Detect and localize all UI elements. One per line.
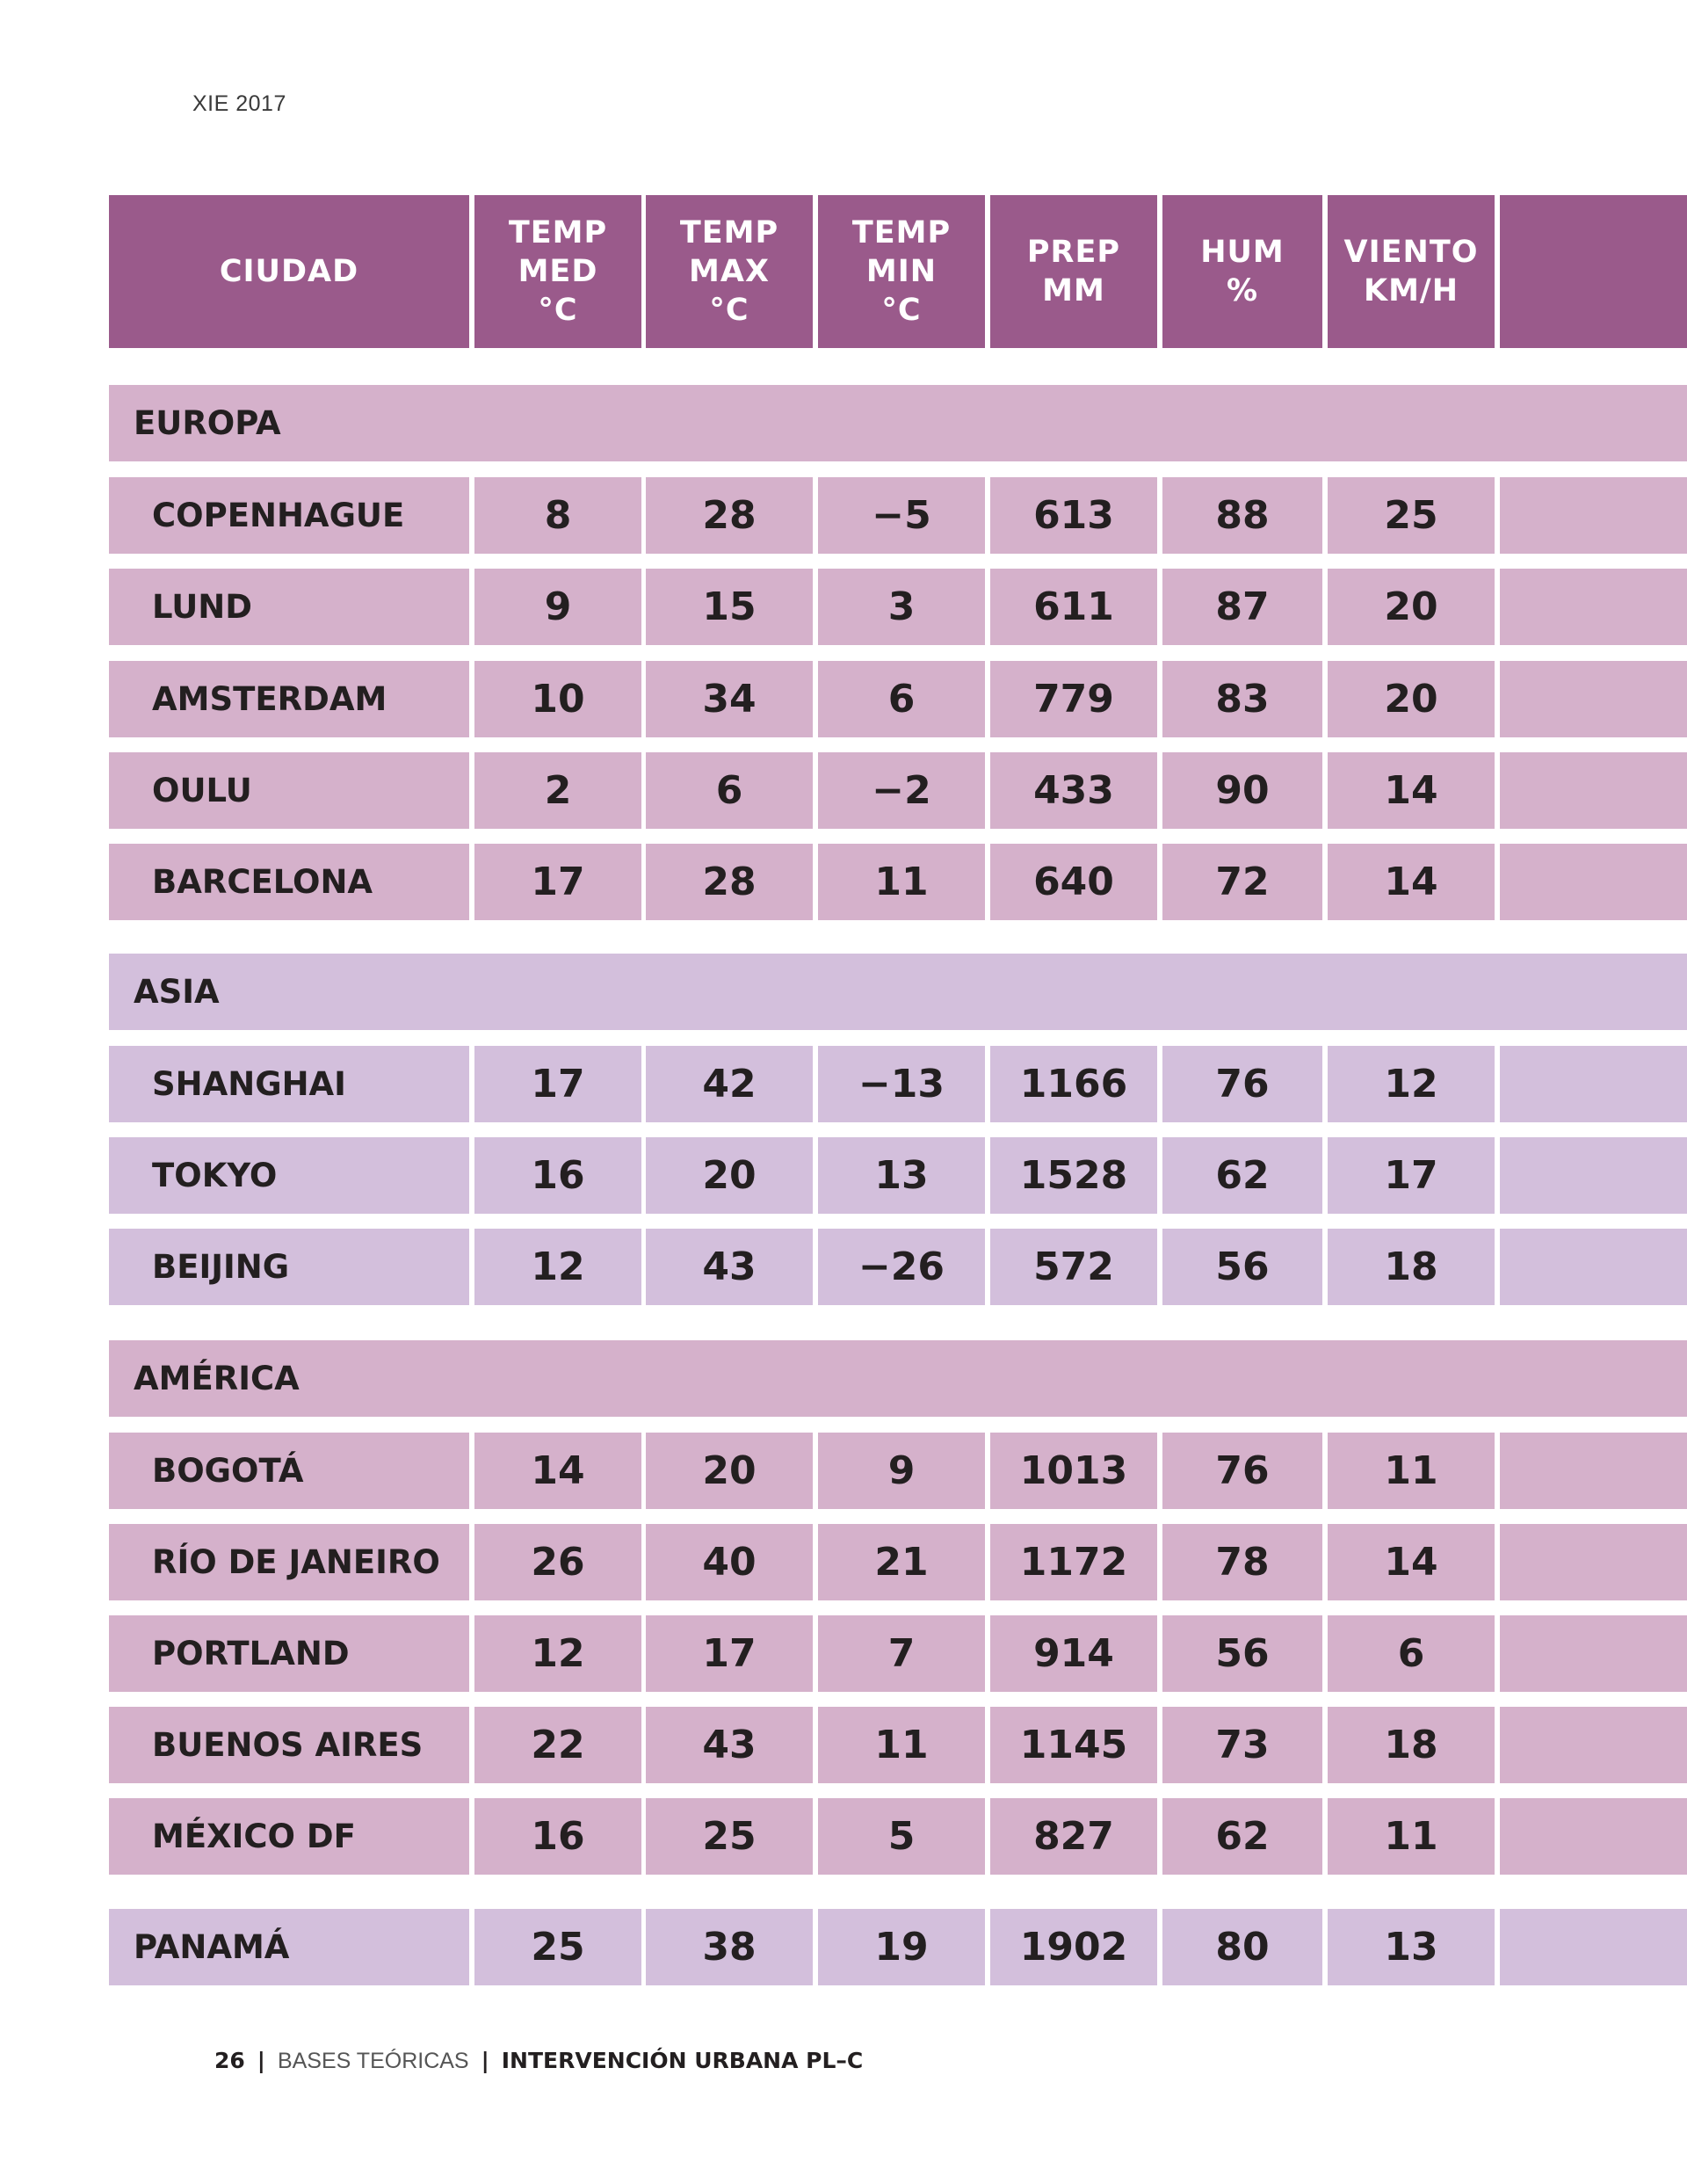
extra-cell (1500, 1909, 1687, 1985)
table-row (0, 477, 1687, 554)
prep-cell: 640 (990, 844, 1157, 920)
extra-cell (1500, 1615, 1687, 1692)
document-label: XIE 2017 (192, 91, 286, 116)
city-name: BUENOS AIRES (109, 1707, 469, 1783)
temp-min-cell: −2 (818, 752, 985, 829)
page-footer (214, 2048, 863, 2074)
temp-med-cell: 17 (474, 1046, 641, 1122)
extra-cell (1500, 1137, 1687, 1214)
prep-cell: 433 (990, 752, 1157, 829)
col-hum: HUM % (1162, 195, 1322, 348)
temp-med-cell: 2 (474, 752, 641, 829)
hum-cell: 87 (1162, 569, 1322, 645)
table-row (0, 1524, 1687, 1600)
temp-min-cell: 11 (818, 844, 985, 920)
extra-cell (1500, 1046, 1687, 1122)
temp-max-cell: 42 (646, 1046, 813, 1122)
table-row (0, 661, 1687, 737)
temp-max-cell: 15 (646, 569, 813, 645)
hum-cell: 72 (1162, 844, 1322, 920)
table-row (0, 752, 1687, 829)
temp-max-cell: 43 (646, 1707, 813, 1783)
prep-cell: 1902 (990, 1909, 1157, 1985)
hum-cell: 73 (1162, 1707, 1322, 1783)
col-extra (1500, 195, 1687, 348)
prep-cell: 611 (990, 569, 1157, 645)
city-name: RÍO DE JANEIRO (109, 1524, 469, 1600)
extra-cell (1500, 569, 1687, 645)
city-name: BEIJING (109, 1229, 469, 1305)
prep-cell: 1013 (990, 1433, 1157, 1509)
viento-cell: 11 (1328, 1798, 1495, 1875)
extra-cell (1500, 1524, 1687, 1600)
viento-cell: 14 (1328, 752, 1495, 829)
temp-min-cell: 5 (818, 1798, 985, 1875)
temp-med-cell: 17 (474, 844, 641, 920)
temp-min-cell: 3 (818, 569, 985, 645)
city-name: OULU (109, 752, 469, 829)
table-row (0, 1137, 1687, 1214)
hum-cell: 76 (1162, 1046, 1322, 1122)
viento-cell: 20 (1328, 569, 1495, 645)
temp-min-cell: 13 (818, 1137, 985, 1214)
extra-cell (1500, 844, 1687, 920)
viento-cell: 12 (1328, 1046, 1495, 1122)
hum-cell: 80 (1162, 1909, 1322, 1985)
col-ciudad: CIUDAD (109, 195, 469, 348)
temp-max-cell: 28 (646, 844, 813, 920)
temp-min-cell: −5 (818, 477, 985, 554)
hum-cell: 62 (1162, 1137, 1322, 1214)
col-prep: PREP MM (990, 195, 1157, 348)
extra-cell (1500, 1798, 1687, 1875)
footer-title: INTERVENCIÓN URBANA PL–C (501, 2048, 864, 2073)
footer-separator: | (257, 2048, 265, 2073)
temp-max-cell: 17 (646, 1615, 813, 1692)
col-temp-min: TEMP MIN °C (818, 195, 985, 348)
viento-cell: 25 (1328, 477, 1495, 554)
city-name: BOGOTÁ (109, 1433, 469, 1509)
hum-cell: 76 (1162, 1433, 1322, 1509)
hum-cell: 62 (1162, 1798, 1322, 1875)
prep-cell: 1166 (990, 1046, 1157, 1122)
temp-min-cell: 11 (818, 1707, 985, 1783)
prep-cell: 572 (990, 1229, 1157, 1305)
extra-cell (1500, 1707, 1687, 1783)
hum-cell: 83 (1162, 661, 1322, 737)
city-name: MÉXICO DF (109, 1798, 469, 1875)
city-name: LUND (109, 569, 469, 645)
table-row (0, 1046, 1687, 1122)
temp-min-cell: 19 (818, 1909, 985, 1985)
temp-min-cell: 21 (818, 1524, 985, 1600)
temp-med-cell: 16 (474, 1798, 641, 1875)
temp-med-cell: 14 (474, 1433, 641, 1509)
table-row (0, 1798, 1687, 1875)
table-row-panama (0, 1909, 1687, 1985)
hum-cell: 90 (1162, 752, 1322, 829)
viento-cell: 6 (1328, 1615, 1495, 1692)
temp-max-cell: 43 (646, 1229, 813, 1305)
temp-max-cell: 25 (646, 1798, 813, 1875)
extra-cell (1500, 661, 1687, 737)
col-temp-max: TEMP MAX °C (646, 195, 813, 348)
table-row (0, 1229, 1687, 1305)
prep-cell: 827 (990, 1798, 1157, 1875)
temp-max-cell: 6 (646, 752, 813, 829)
table-header (0, 195, 1687, 348)
viento-cell: 11 (1328, 1433, 1495, 1509)
viento-cell: 14 (1328, 844, 1495, 920)
viento-cell: 20 (1328, 661, 1495, 737)
table-row (0, 1707, 1687, 1783)
viento-cell: 14 (1328, 1524, 1495, 1600)
section-asia: ASIA (109, 954, 1687, 1030)
col-viento: VIENTO KM/H (1328, 195, 1495, 348)
viento-cell: 17 (1328, 1137, 1495, 1214)
temp-min-cell: 9 (818, 1433, 985, 1509)
prep-cell: 914 (990, 1615, 1157, 1692)
city-name: TOKYO (109, 1137, 469, 1214)
city-name: COPENHAGUE (109, 477, 469, 554)
temp-med-cell: 8 (474, 477, 641, 554)
temp-max-cell: 28 (646, 477, 813, 554)
temp-med-cell: 9 (474, 569, 641, 645)
prep-cell: 1172 (990, 1524, 1157, 1600)
table-row (0, 844, 1687, 920)
page-number: 26 (214, 2048, 245, 2073)
temp-min-cell: 6 (818, 661, 985, 737)
hum-cell: 78 (1162, 1524, 1322, 1600)
city-name: PORTLAND (109, 1615, 469, 1692)
extra-cell (1500, 477, 1687, 554)
viento-cell: 13 (1328, 1909, 1495, 1985)
section-america: AMÉRICA (109, 1340, 1687, 1417)
temp-med-cell: 26 (474, 1524, 641, 1600)
temp-min-cell: 7 (818, 1615, 985, 1692)
viento-cell: 18 (1328, 1707, 1495, 1783)
footer-section: BASES TEÓRICAS (277, 2049, 469, 2073)
temp-med-cell: 10 (474, 661, 641, 737)
temp-med-cell: 12 (474, 1229, 641, 1305)
hum-cell: 56 (1162, 1615, 1322, 1692)
temp-med-cell: 12 (474, 1615, 641, 1692)
temp-min-cell: −13 (818, 1046, 985, 1122)
section-europa: EUROPA (109, 385, 1687, 461)
temp-max-cell: 38 (646, 1909, 813, 1985)
temp-max-cell: 20 (646, 1433, 813, 1509)
city-name: SHANGHAI (109, 1046, 469, 1122)
temp-max-cell: 40 (646, 1524, 813, 1600)
city-name: BARCELONA (109, 844, 469, 920)
prep-cell: 779 (990, 661, 1157, 737)
footer-separator: | (481, 2048, 489, 2073)
extra-cell (1500, 1229, 1687, 1305)
table-row (0, 1433, 1687, 1509)
table-row (0, 1615, 1687, 1692)
table-row (0, 569, 1687, 645)
hum-cell: 56 (1162, 1229, 1322, 1305)
temp-med-cell: 22 (474, 1707, 641, 1783)
city-name: AMSTERDAM (109, 661, 469, 737)
prep-cell: 613 (990, 477, 1157, 554)
viento-cell: 18 (1328, 1229, 1495, 1305)
extra-cell (1500, 1433, 1687, 1509)
temp-min-cell: −26 (818, 1229, 985, 1305)
temp-max-cell: 34 (646, 661, 813, 737)
temp-max-cell: 20 (646, 1137, 813, 1214)
prep-cell: 1145 (990, 1707, 1157, 1783)
col-temp-med: TEMP MED °C (474, 195, 641, 348)
city-name: PANAMÁ (109, 1909, 469, 1985)
temp-med-cell: 16 (474, 1137, 641, 1214)
extra-cell (1500, 752, 1687, 829)
prep-cell: 1528 (990, 1137, 1157, 1214)
temp-med-cell: 25 (474, 1909, 641, 1985)
hum-cell: 88 (1162, 477, 1322, 554)
